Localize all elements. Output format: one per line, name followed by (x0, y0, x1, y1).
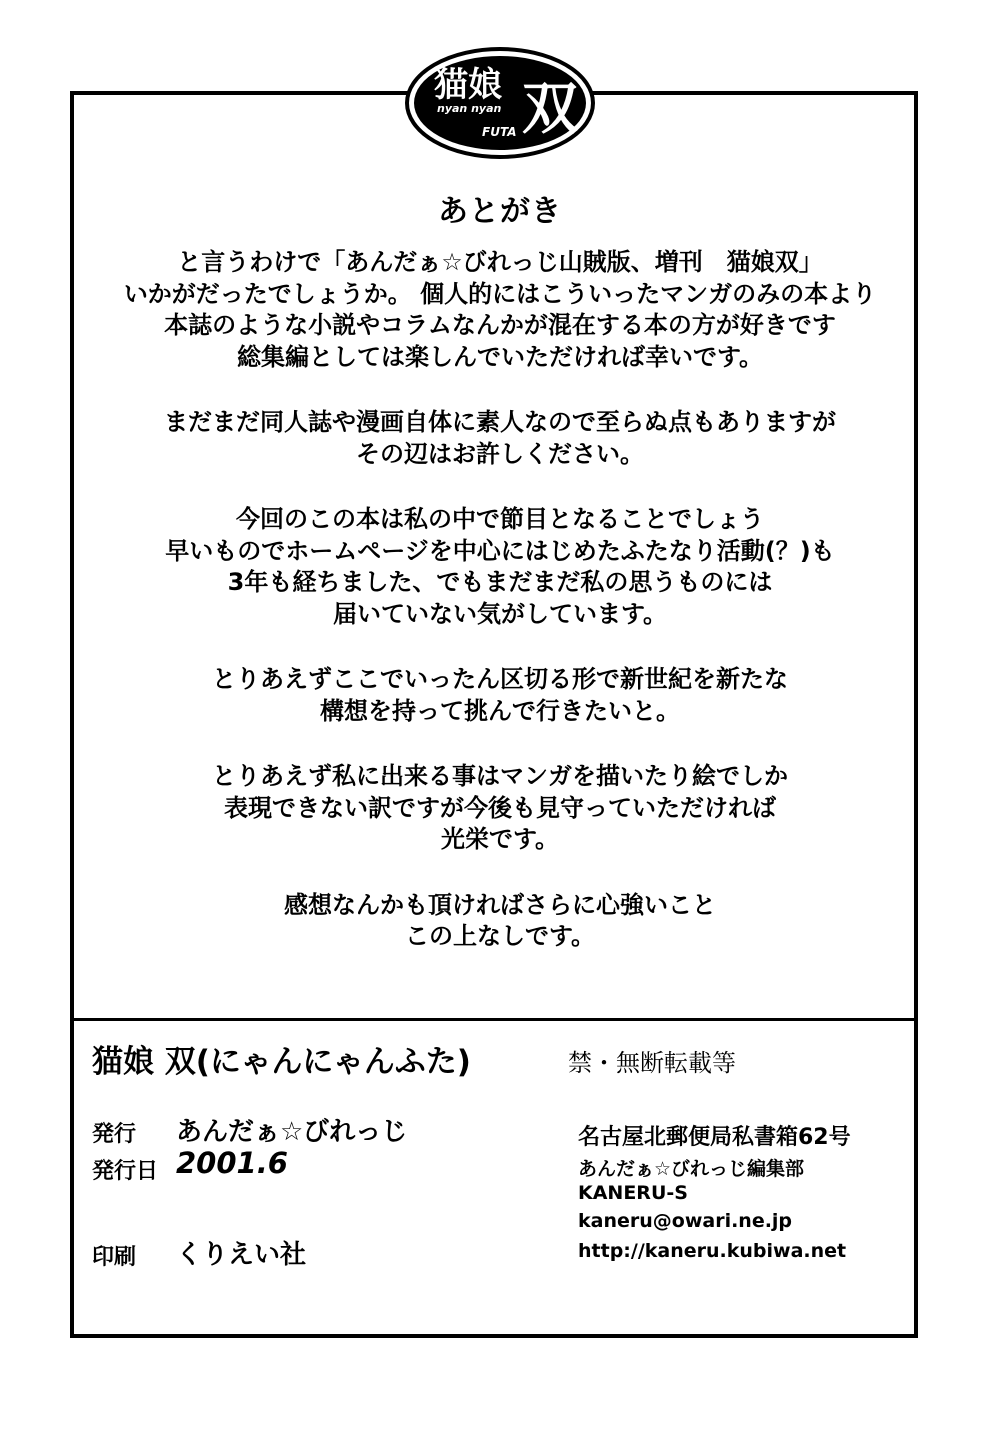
text-line: 表現できない訳ですが今後も見守っていただければ (224, 793, 776, 822)
logo-romaji: nyan nyan (437, 102, 502, 115)
email-address: kaneru@owari.ne.jp (578, 1210, 793, 1232)
text-line: 早いものでホームページを中心にはじめたふたなり活動(？)も (165, 536, 835, 565)
paragraph (70, 761, 930, 856)
paragraph (70, 407, 930, 470)
text-line: いかがだったでしょうか。 個人的にはこういったマンガのみの本より (123, 279, 877, 308)
printer-label: 印刷 (92, 1245, 137, 1270)
text-line: とりあえずここでいったん区切る形で新世紀を新たな (212, 665, 788, 693)
paragraph (70, 504, 930, 630)
reprint-notice: 禁・無断転載等 (568, 1049, 736, 1077)
title-logo (404, 46, 596, 160)
postal-address: 名古屋北郵便局私書箱62号 (578, 1125, 851, 1150)
logo-futa: FUTA (482, 125, 517, 139)
paragraph (70, 664, 930, 727)
text-line: 総集編としては楽しんでいただければ幸いです。 (236, 342, 764, 371)
colophon-divider (70, 1018, 918, 1021)
afterword-body (70, 247, 930, 987)
logo-glyph: 双 (522, 77, 578, 142)
text-line: 光栄です。 (440, 825, 560, 853)
text-line: この上なしです。 (404, 922, 596, 950)
text-line: 届いていない気がしています。 (332, 599, 668, 628)
text-line: 感想なんかも頂ければさらに心強いこと (284, 890, 716, 919)
text-line: とりあえず私に出来る事はマンガを描いたり絵でしか (212, 762, 788, 790)
text-line: 本誌のような小説やコラムなんかが混在する本の方が好きです (164, 311, 836, 339)
website-url: http://kaneru.kubiwa.net (578, 1240, 847, 1262)
text-line: 今回のこの本は私の中で節目となることでしょう (236, 505, 764, 533)
editorial-office: あんだぁ☆びれっじ編集部 (578, 1158, 805, 1180)
publisher-value: あんだぁ☆びれっじ (176, 1117, 408, 1147)
afterword-heading: あとがき (438, 194, 562, 229)
paragraph (70, 890, 930, 953)
logo-kanji: 猫娘 (434, 65, 502, 105)
text-line: その辺はお許しください。 (356, 439, 644, 468)
text-line: まだまだ同人誌や漫画自体に素人なので至らぬ点もありますが (164, 408, 836, 436)
text-line: 構想を持って挑んで行きたいと。 (320, 696, 680, 725)
paragraph (70, 247, 930, 373)
publisher-label: 発行 (92, 1122, 137, 1147)
book-title: 猫娘 双(にゃんにゃんふた) (92, 1044, 471, 1080)
text-line: 3年も経ちました、でもまだまだ私の思うものには (227, 568, 773, 596)
date-label: 発行日 (92, 1159, 159, 1184)
date-value: 2001.6 (176, 1146, 288, 1180)
text-line: と言うわけで「あんだぁ☆びれっじ山賊版、増刊 猫娘双」 (177, 248, 823, 276)
author-name: KANERU-S (578, 1182, 688, 1204)
printer-value: くりえい社 (176, 1240, 307, 1270)
